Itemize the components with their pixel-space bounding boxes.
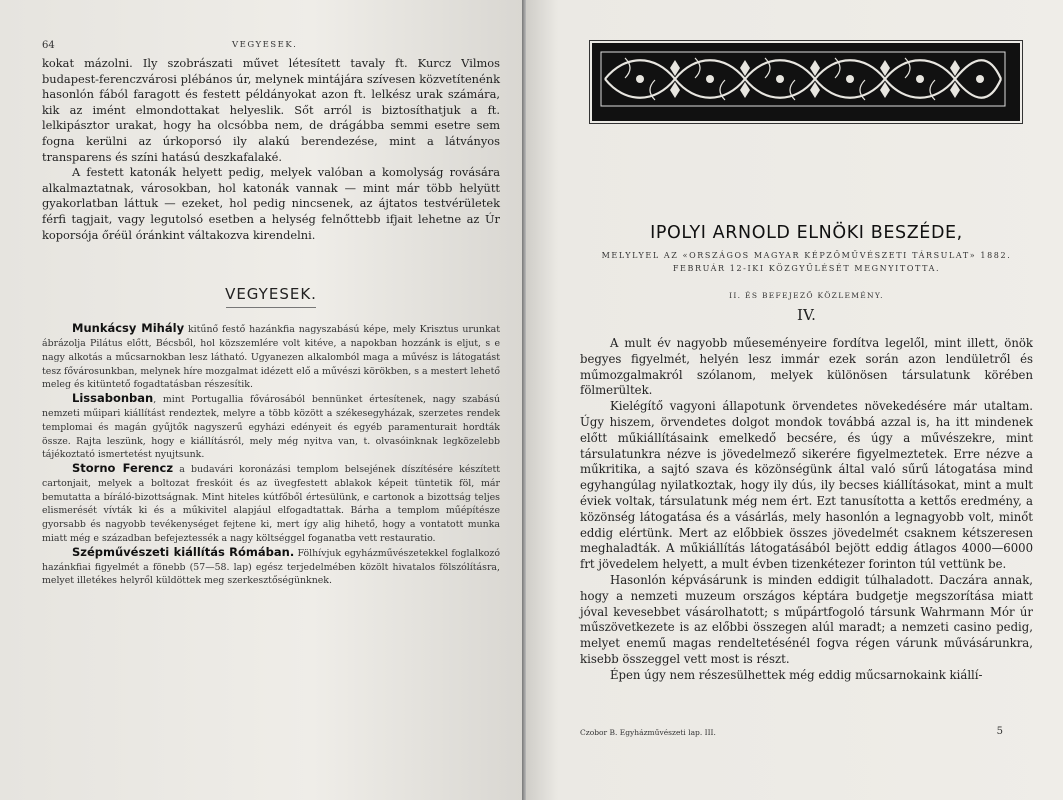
body-paragraph-1: kokat mázolni. Ily szobrászati művet létesített tavaly ft. Kurcz Vilmos budapest-ferenczvárosi plébános úr, melynek mintájára szívesen közvetítenénk hasonlón fából faragott és festett példányokat azon ft. lelkész urak számára, kik az imént elmondottakat helyeslik. Sőt arról is biztosíthatjuk a ft. lelkipásztor urakat, hogy ha olcsóbba nem, de drágábba semmi esetre sem fogna kerülni az úrkoporsó ily alakú berendezése, mint a látványos transparens és színi hatású deszkafalaké. xyxy=(42,56,500,164)
section-title: VEGYESEK. xyxy=(225,285,317,304)
ornamental-header-band xyxy=(592,43,1020,121)
news-item-3 xyxy=(42,462,500,546)
news-item-1 xyxy=(42,322,500,392)
left-page xyxy=(0,0,522,800)
article-paragraph-2: Kielégítő vagyoni állapotunk örvendetes növekedésére már utaltam. Úgy hiszem, örvendetes dolgot mondok továbbá azzal is, ha itt mindenek előtt műkiállításaink emelkedő becsére, és úgy a művészekre, mint társulatunkra nézve is jövedelmező sikerére figyelmeztetek. Erre nézve a műkritika, a sajtó szava és közönségünk által való sűrű látogatása mind egyhangúlag nyilatkoztak, hogy ily dús, ily becses kiállításokat, mint a mult éviek voltak, társulatunk még nem ért. Ezt tanusította a kettős eredmény, a közönség látogatása és a vásárlás, mely hasonlón a legnagyobb volt, minőt eddig elértünk. Mert az előbbiek összes jövedelmét csaknem kétszeresen meghaladták. A műkiállítás látogatásából bejött eddig átlagos 4000—6000 frt jövedelem helyett, a mult évben tizenkétezer forinton túl vettünk be. xyxy=(580,399,1033,572)
chapter-number: IV. xyxy=(797,306,816,324)
news-text-1: kitűnő festő hazánkfia nagyszabású képe, mely Krisztus urunkat ábrázolja Pilátus előtt, Bécsből, hol közszemlére volt kitéve, a napokban hozzánk is eljut, s e nagy alkotás a műcsarnokban lesz látható. Ugyanezen alkalomból maga a művész is látogatást tesz fővárosunkban, melynek híre mozgalmat idézett elő a művészi körökben, s a mestert lehető meleg és kitüntető fogadtatásban részesítik. xyxy=(42,324,500,391)
left-running-head xyxy=(42,40,500,56)
news-lead-3: Storno Ferencz xyxy=(72,461,174,476)
running-title: VEGYESEK. xyxy=(232,40,298,50)
signature-line: Czobor B. Egyházművészeti lap. III. xyxy=(580,728,716,737)
section-rule xyxy=(226,307,316,308)
news-item-4 xyxy=(42,546,500,588)
article-title: IPOLYI ARNOLD ELNÖKI BESZÉDE, xyxy=(650,223,963,243)
right-page xyxy=(526,0,1063,800)
news-text-2: , mint Portugallia fővárosából bennünket értesítenek, nagy szabású nemzeti műipari kiállítást rendeztek, melyre a több között a székesegyházak, szerzetes rendek templomai és magán gyűjtők nagyszerű egyházi edényeit és egyéb paramenturait hordták össze. Rajta leszünk, hogy e kiállításról, mely még nyitva van, t. olvasóinknak legközelebb tájékoztató ismertetést nyujtsunk. xyxy=(42,394,500,461)
body-paragraph-2: A festett katonák helyett pedig, melyek valóban a komolyság rovására alkalmaztatnak, városokban, hol katonák vannak — mint már több helyütt gyakorlatban láttuk — ezeket, hol pedig nincsenek, az ájtatos testvérületek férfi tagjait, vagy legutolsó esetben a helység felnőttebb ifjait lehetne az Úr koporsója őréül óránkint váltakozva kirendelni. xyxy=(42,165,500,242)
news-lead-2: Lissabonban xyxy=(72,391,154,406)
news-text-4: Fölhívjuk egyházművészetekkel foglalkozó hazánkfiai figyelmét a fönebb (57—58. lap) egész terjedelmében közölt hivatalos fölszólításra, melyet illetékes helyről küldöttek meg szerkesztőségünknek. xyxy=(42,547,500,587)
page-number-right: 5 xyxy=(996,726,1003,737)
article-subtitle: MELYLYEL AZ «ORSZÁGOS MAGYAR KÉPZŐMŰVÉSZETI TÁRSULAT» 1882. FEBRUÁR 12-IKI KÖZGYŰLÉSÉT MEGNYITOTTA. xyxy=(601,251,1012,273)
part-note: II. ÉS BEFEJEZŐ KÖZLEMÉNY. xyxy=(729,291,884,300)
page-number-left: 64 xyxy=(42,40,55,51)
news-lead-4: Szépművészeti kiállítás Rómában. xyxy=(72,544,295,559)
news-item-2 xyxy=(42,392,500,462)
article-paragraph-4: Épen úgy nem részesülhettek még eddig műcsarnokaink kiállí- xyxy=(610,667,983,682)
page-footer xyxy=(580,728,1003,742)
article-paragraph-3: Hasonlón képvásárunk is minden eddigit túlhaladott. Daczára annak, hogy a nemzeti muzeum országos képtára budgetje megszorítása miatt jóval kevesebbet vásárolhatott; s műpártfogoló társunk Wahrmann Mór úr műszövetkezete is az előbbi összegen alúl maradt; a nemzeti casino pedig, melyet enemű magas rendeltetésénél fogva régen várunk művásárunkra, kisebb összeggel vett most is részt. xyxy=(580,572,1033,666)
news-lead-1: Munkácsy Mihály xyxy=(72,321,185,336)
news-text-3: a budavári koronázási templom belsejének díszítésére készített cartonjait, melyek a boltozat freskóit és az üvegfestett ablakok képeit tüntetik föl, már bemutatta a bíráló-bizottságnak. Mint hiteles kútfőből értesülünk, e cartonok a bizottság teljes elismerését vívták ki és a műkivitel alapjául elfogadtattak. Bárha a templom műépítésze gyorsabb és nagyobb tevékenységet fejtene ki, mert így alig hihető, hogy a vontatott munka miatt még e században befejeztessék a nagy költséggel foganatba vett restauratio. xyxy=(42,464,500,545)
article-paragraph-1: A mult év nagyobb műeseményeire fordítva legelől, mint illett, önök begyes figyelmét, helyén lesz immár ezek során azon lendületről és műmozgalmakról szólanom, melyek különösen társulatunk körében fölmerültek. xyxy=(580,336,1033,398)
